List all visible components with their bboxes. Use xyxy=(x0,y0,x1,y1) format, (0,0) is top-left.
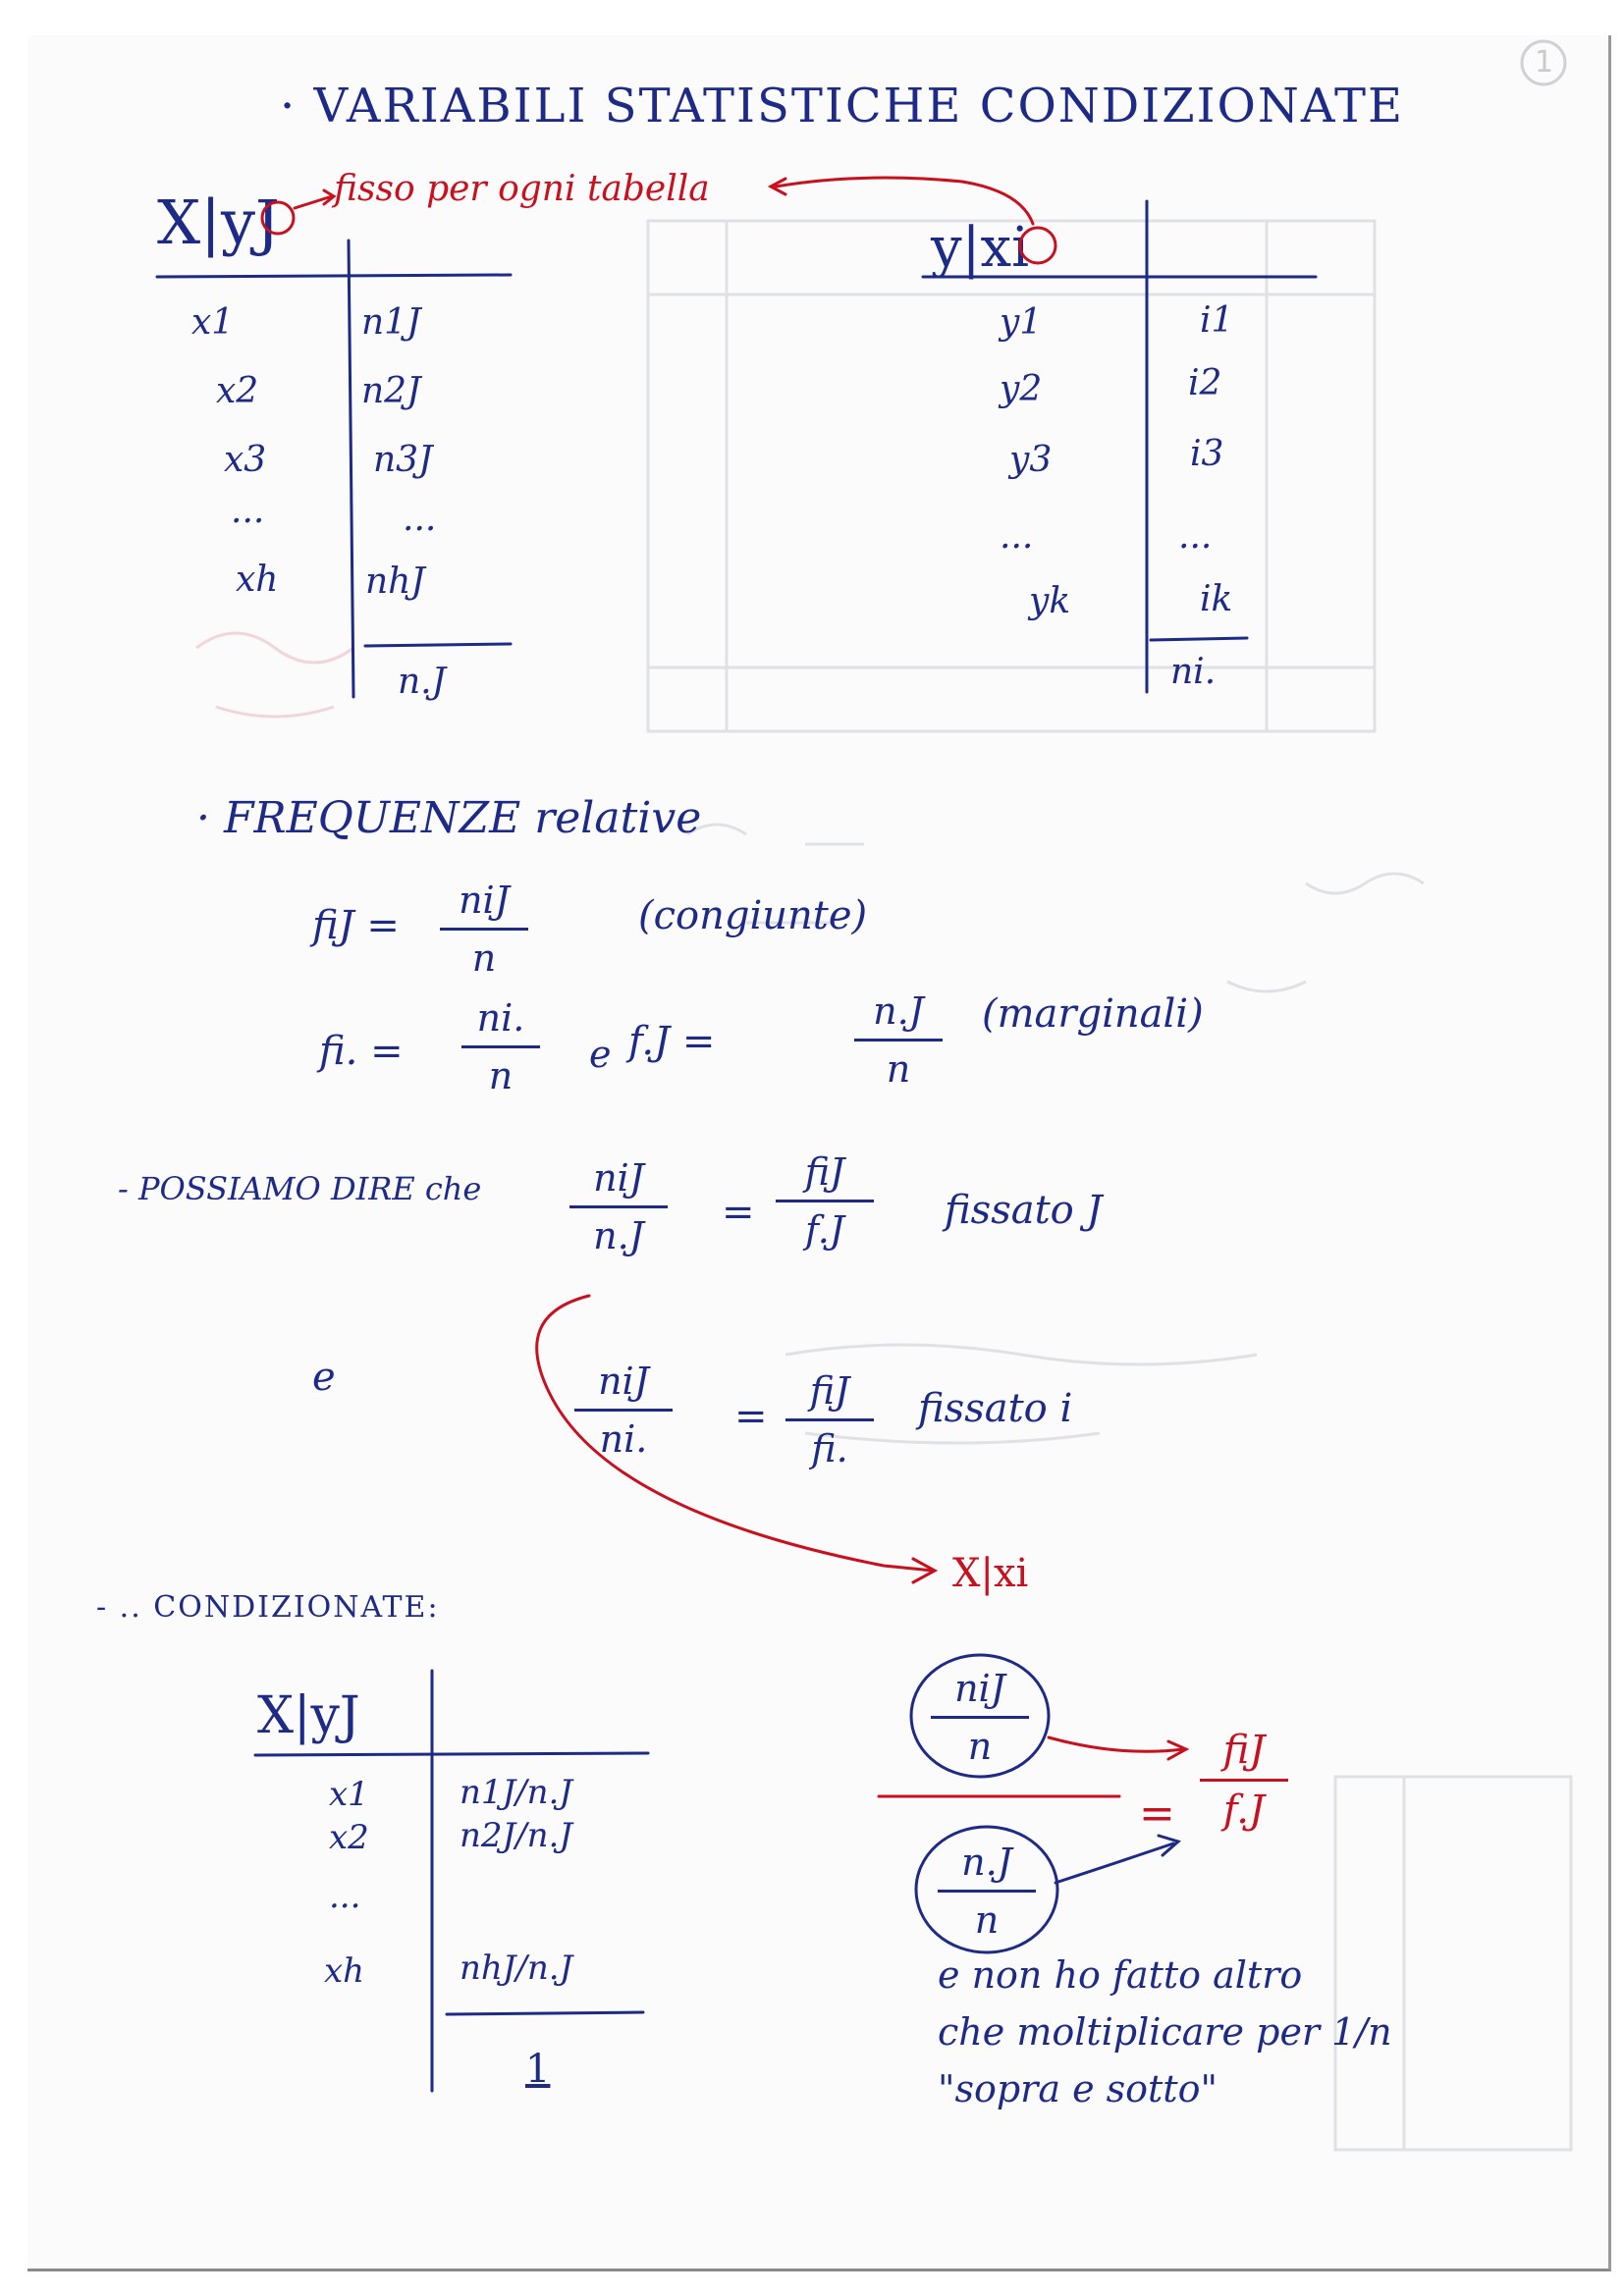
table-cell: n1J/n.J xyxy=(460,1773,572,1812)
fraction-denominator: fi. xyxy=(811,1427,848,1470)
table-cell: nhJ xyxy=(365,561,425,602)
cond-total-rule xyxy=(447,2012,643,2014)
table-cell: n2J/n.J xyxy=(460,1816,572,1855)
table-cell: ik xyxy=(1200,579,1233,619)
arrow-to-table2 xyxy=(776,178,1033,224)
fixed-per-table-note: fisso per ogni tabella xyxy=(334,169,710,209)
x-given-xi-label: X|xi xyxy=(952,1551,1029,1596)
table-cell: n3J xyxy=(373,440,433,480)
table-cell: ... xyxy=(403,499,437,539)
fraction-numerator: niJ xyxy=(598,1360,649,1403)
cond-header-rule xyxy=(255,1753,648,1755)
table-cell: i1 xyxy=(1200,300,1234,341)
table-total: ni. xyxy=(1170,652,1217,692)
fraction-denominator: f.J xyxy=(1222,1788,1266,1833)
joint-freq-lhs: fiJ = xyxy=(312,903,400,948)
lead-dash: - xyxy=(118,1170,138,1207)
table-cell: ... xyxy=(1178,516,1213,557)
row-label: x1 xyxy=(329,1775,369,1814)
equals-sign: = xyxy=(1139,1789,1175,1839)
explanation-line-3: "sopra e sotto" xyxy=(938,2067,1218,2110)
and-text: e xyxy=(589,1033,612,1076)
fraction-denominator: n.J xyxy=(593,1214,644,1257)
fraction-denominator: ni. xyxy=(599,1417,648,1461)
arrow-top xyxy=(1049,1737,1183,1751)
row-label: y1 xyxy=(1000,302,1043,343)
row-label: yk xyxy=(1029,581,1071,621)
fraction-denominator: n xyxy=(967,1725,993,1768)
table1-total-rule xyxy=(365,644,511,646)
section-heading-text: FREQUENZE relative xyxy=(223,793,702,843)
row-label: y3 xyxy=(1009,440,1053,480)
heading-dashes: - .. xyxy=(96,1590,154,1625)
fraction-denominator: n xyxy=(488,1054,514,1097)
row-label: y2 xyxy=(1000,369,1043,409)
joint-label: (congiunte) xyxy=(638,893,868,938)
title-bullet: · xyxy=(280,79,314,133)
table2-total-rule xyxy=(1151,638,1247,640)
table1-header-rule xyxy=(157,275,511,277)
circle-bottom xyxy=(916,1827,1057,1952)
eq2-note: fissato i xyxy=(918,1386,1073,1431)
fraction-numerator: niJ xyxy=(593,1156,644,1200)
fraction-numerator: fiJ xyxy=(1222,1728,1266,1773)
eq1-note: fissato J xyxy=(945,1188,1103,1233)
table1-header: X|yJ xyxy=(157,187,280,258)
page-title-text: VARIABILI STATISTICHE CONDIZIONATE xyxy=(313,79,1404,133)
fraction-denominator: n xyxy=(471,936,497,980)
heading-bullet: · xyxy=(196,793,224,843)
circle-j xyxy=(262,202,294,234)
fraction-denominator: n xyxy=(974,1898,1000,1942)
row-label: x3 xyxy=(224,440,267,480)
lead-text: POSSIAMO DIRE che xyxy=(137,1170,482,1207)
explanation-line-2: che moltiplicare per 1/n xyxy=(938,2010,1392,2054)
row-label: ... xyxy=(231,491,265,531)
row-label: x1 xyxy=(191,302,235,343)
explanation-line-1: e non ho fatto altro xyxy=(938,1953,1303,1997)
arrow-bottom xyxy=(1056,1843,1173,1883)
row-label: x2 xyxy=(216,371,259,411)
marginal-freq-lhs-1: fi. = xyxy=(319,1029,404,1074)
marginal-label: (marginali) xyxy=(982,991,1204,1037)
table-cell: n1J xyxy=(361,302,421,343)
equals-sign: = xyxy=(734,1394,768,1439)
fraction-numerator: n.J xyxy=(961,1841,1012,1884)
bracket-arrow xyxy=(537,1296,933,1571)
equals-sign: = xyxy=(722,1190,755,1235)
row-label: ... xyxy=(329,1877,361,1916)
and-text: e xyxy=(312,1355,336,1400)
table-cell: nhJ/n.J xyxy=(460,1949,573,1988)
fraction-numerator: ni. xyxy=(476,996,525,1040)
fraction-denominator: n xyxy=(886,1047,911,1091)
table-total: 1 xyxy=(525,2047,551,2092)
table-cell: i2 xyxy=(1188,363,1222,403)
fraction-numerator: niJ xyxy=(459,879,510,922)
marginal-freq-lhs-2: f.J = xyxy=(628,1019,716,1064)
table-cell: n2J xyxy=(361,371,421,411)
row-label: ... xyxy=(1000,516,1034,557)
circle-i xyxy=(1020,228,1056,263)
page-number: 1 xyxy=(1535,45,1554,80)
row-label: xh xyxy=(236,560,279,600)
fraction-numerator: fiJ xyxy=(804,1150,845,1194)
cond-table-header: X|yJ xyxy=(257,1686,360,1745)
conditional-heading-text: CONDIZIONATE: xyxy=(153,1590,440,1625)
row-label: x2 xyxy=(329,1818,369,1857)
table1-column-rule xyxy=(349,240,353,697)
fraction-numerator: n.J xyxy=(873,989,924,1033)
row-label: xh xyxy=(324,1951,365,1991)
fraction-numerator: niJ xyxy=(954,1667,1005,1710)
table2-header: y|xi xyxy=(931,216,1029,280)
table-total: n.J xyxy=(398,662,447,702)
circle-top xyxy=(911,1655,1049,1777)
fraction-numerator: fiJ xyxy=(809,1369,850,1413)
fraction-denominator: f.J xyxy=(804,1208,845,1252)
table-cell: i3 xyxy=(1190,434,1224,474)
